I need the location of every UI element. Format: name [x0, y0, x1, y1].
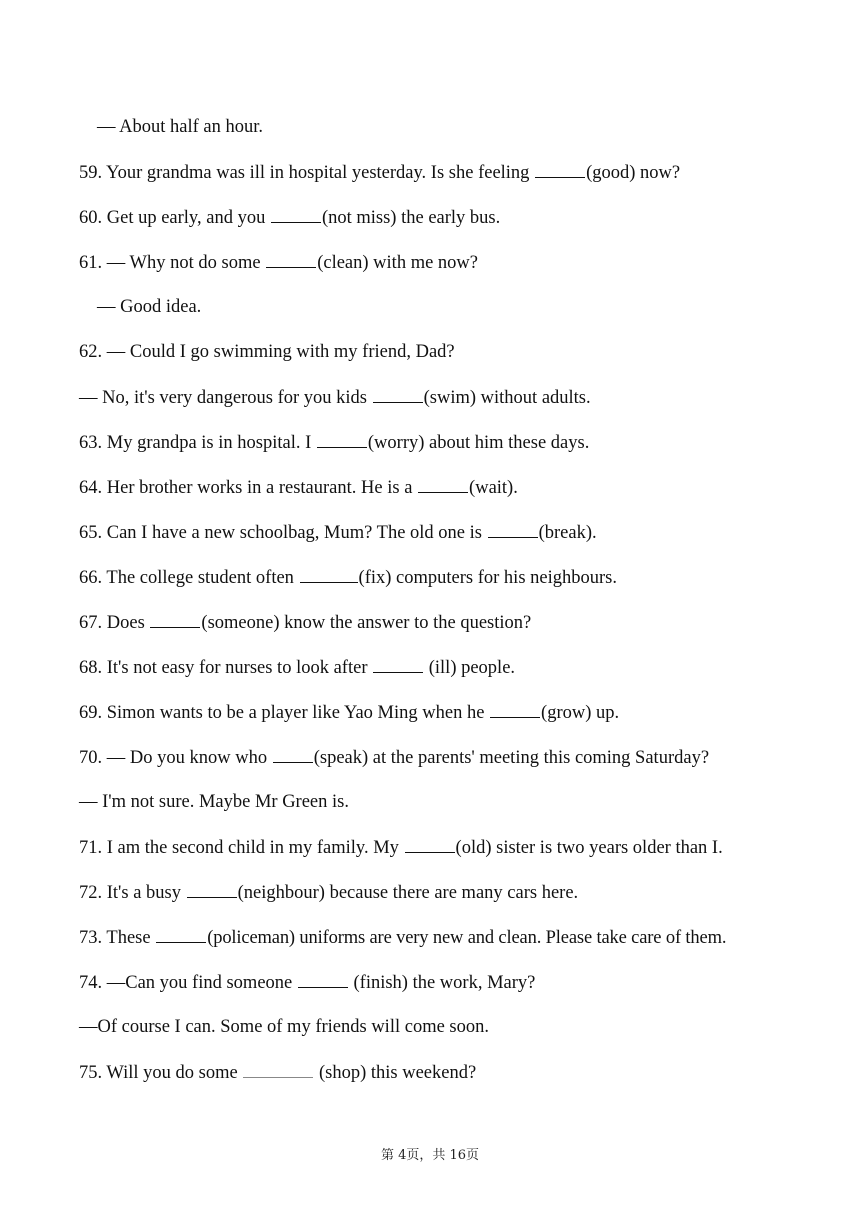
answer-62-text-b: (swim) without adults.	[423, 388, 591, 408]
question-71-text-a: 71. I am the second child in my family. My	[79, 838, 404, 858]
question-71-blank[interactable]	[405, 836, 455, 853]
question-68-blank[interactable]	[373, 656, 423, 673]
answer-58	[97, 116, 263, 138]
question-61	[79, 251, 478, 274]
question-73-blank[interactable]	[156, 926, 206, 943]
question-73-text-a: 73. These	[79, 928, 156, 948]
question-72-blank[interactable]	[187, 881, 237, 898]
question-66-blank[interactable]	[300, 566, 358, 583]
answer-62-text-a: — No, it's very dangerous for you kids	[79, 388, 372, 408]
question-61-text-b: (clean) with me now?	[317, 253, 478, 273]
question-62	[79, 341, 455, 363]
question-60-text-b: (not miss) the early bus.	[321, 208, 501, 228]
question-72-text-b: (neighbour) because there are many cars here.	[237, 883, 579, 903]
question-59-text-b: (good) now?	[586, 163, 681, 183]
question-67-text-a: 67. Does	[79, 613, 150, 633]
question-75-blank[interactable]	[243, 1061, 313, 1078]
question-64-text-b: (wait).	[469, 478, 518, 498]
question-66-text-b: (fix) computers for his neighbours.	[358, 568, 617, 588]
question-67	[79, 611, 531, 634]
question-63-blank[interactable]	[317, 431, 367, 448]
question-70-text-b: (speak) at the parents' meeting this coming Saturday?	[313, 748, 710, 768]
question-61-text-a: 61. — Why not do some	[79, 253, 266, 273]
answer-74-text: —Of course I can. Some of my friends will come soon.	[79, 1017, 489, 1037]
question-68-text-b: (ill) people.	[424, 658, 516, 678]
question-63	[79, 431, 589, 454]
answer-74	[79, 1016, 489, 1038]
answer-58-text: — About half an hour.	[97, 117, 263, 137]
question-71	[79, 836, 723, 859]
question-66	[79, 566, 617, 589]
question-71-text-b: (old) sister is two years older than I.	[455, 838, 723, 858]
question-68	[79, 656, 515, 679]
question-66-text-a: 66. The college student often	[79, 568, 299, 588]
question-74	[79, 971, 535, 994]
page-footer: 第 4页，共 16页	[380, 1148, 480, 1163]
answer-62-blank[interactable]	[373, 386, 423, 403]
question-59-blank[interactable]	[535, 161, 585, 178]
question-74-text-a: 74. —Can you find someone	[79, 973, 297, 993]
question-69	[79, 701, 619, 724]
question-60-text-a: 60. Get up early, and you	[79, 208, 270, 228]
question-59-text-a: 59. Your grandma was ill in hospital yesterday. Is she feeling	[79, 163, 535, 183]
question-61-blank[interactable]	[266, 251, 316, 268]
question-74-text-b: (finish) the work, Mary?	[348, 973, 536, 993]
question-72	[79, 881, 578, 904]
question-68-text-a: 68. It's not easy for nurses to look after	[79, 658, 373, 678]
question-60-blank[interactable]	[271, 206, 321, 223]
question-65-blank[interactable]	[488, 521, 538, 538]
answer-70-text: — I'm not sure. Maybe Mr Green is.	[79, 792, 349, 812]
question-64-text-a: 64. Her brother works in a restaurant. He is a	[79, 478, 418, 498]
question-64-blank[interactable]	[418, 476, 468, 493]
question-65-text-a: 65. Can I have a new schoolbag, Mum? The old one is	[79, 523, 487, 543]
question-69-blank[interactable]	[490, 701, 540, 718]
question-73-text-b: (policeman) uniforms are very new and clean. Please take care of them.	[207, 928, 727, 948]
question-69-text-a: 69. Simon wants to be a player like Yao Ming when he	[79, 703, 490, 723]
question-63-text-a: 63. My grandpa is in hospital. I	[79, 433, 316, 453]
question-70-text-a: 70. — Do you know who	[79, 748, 272, 768]
answer-61	[97, 296, 201, 318]
question-65	[79, 521, 597, 544]
question-64	[79, 476, 518, 499]
question-74-blank[interactable]	[298, 971, 348, 988]
question-63-text-b: (worry) about him these days.	[367, 433, 590, 453]
question-70	[79, 746, 709, 769]
question-69-text-b: (grow) up.	[541, 703, 620, 723]
question-70-blank[interactable]	[273, 746, 313, 763]
answer-70	[79, 791, 349, 813]
answer-62	[79, 386, 591, 409]
question-72-text-a: 72. It's a busy	[79, 883, 186, 903]
question-75-text-a: 75. Will you do some	[79, 1063, 243, 1083]
question-75-text-b: (shop) this weekend?	[314, 1063, 477, 1083]
question-62-text: 62. — Could I go swimming with my friend, Dad?	[79, 342, 455, 362]
answer-61-text: — Good idea.	[97, 297, 202, 317]
question-59	[79, 161, 680, 184]
question-67-blank[interactable]	[150, 611, 200, 628]
question-75	[79, 1061, 476, 1084]
question-60	[79, 206, 500, 229]
question-65-text-b: (break).	[538, 523, 597, 543]
question-73	[79, 926, 726, 949]
question-67-text-b: (someone) know the answer to the question?	[201, 613, 532, 633]
